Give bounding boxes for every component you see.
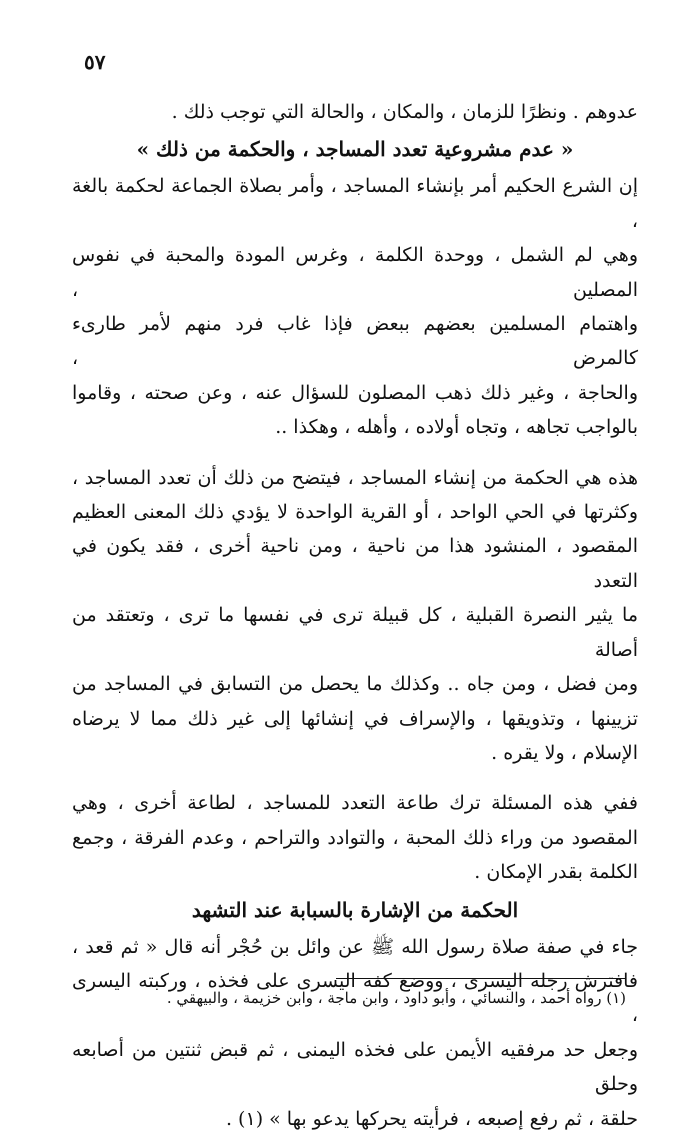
- paragraph-gap: [72, 445, 638, 461]
- text-line: الكلمة بقدر الإمكان .: [474, 861, 638, 884]
- text-line: بالواجب تجاهه ، وتجاه أولاده ، وأهله ، وهكذا ..: [275, 416, 638, 439]
- footnote-divider: [336, 978, 626, 979]
- text-line: المقصود ، المنشود هذا من ناحية ، ومن ناحية أخرى ، فقد يكون في التعدد: [72, 535, 638, 592]
- text-line: تزيينها ، وتذويقها ، والإسراف في إنشائها إلى غير ذلك مما لا يرضاه: [72, 707, 638, 730]
- page-number: ٥٧: [84, 50, 106, 74]
- text-line: ومن فضل ، ومن جاه .. وكذلك ما يحصل من التسابق في المساجد من: [72, 673, 638, 696]
- section-heading: « عدم مشروعية تعدد المساجد ، والحكمة من ذلك »: [136, 137, 574, 162]
- paragraph: [72, 930, 638, 1136]
- text-line: ففي هذه المسئلة ترك طاعة التعدد للمساجد ، لطاعة أخرى ، وهي: [72, 792, 638, 815]
- paragraph: [72, 95, 638, 129]
- text-line: عدوهم . ونظرًا للزمان ، والمكان ، والحالة التي توجب ذلك .: [171, 101, 638, 123]
- text-line: هذه هي الحكمة من إنشاء المساجد ، فيتضح من ذلك أن تعدد المساجد ،: [72, 466, 638, 489]
- text-line: فافترش رجله اليسرى ، ووضع كفه اليسرى على فخذه ، وركبته اليسرى ،: [72, 969, 638, 1027]
- text-line: الإسلام ، ولا يقره .: [491, 741, 638, 764]
- text-line: إن الشرع الحكيم أمر بإنشاء المساجد ، وأمر بصلاة الجماعة لحكمة بالغة ،: [72, 175, 638, 232]
- paragraph-gap: [72, 770, 638, 786]
- footnote: (١) رواه أحمد ، والنسائي ، وأبو داود ، وابن ماجة ، وابن خزيمة ، والبيهقي .: [166, 989, 626, 1007]
- page-body: [72, 95, 638, 1136]
- section-heading: الحكمة من الإشارة بالسبابة عند التشهد: [191, 897, 519, 922]
- text-line: وجعل حد مرفقيه الأيمن على فخذه اليمنى ، ثم قبض ثنتين من أصابعه وحلق: [72, 1038, 638, 1096]
- paragraph: [72, 461, 638, 771]
- text-line: والحاجة ، وغير ذلك ذهب المصلون للسؤال عنه ، وعن صحته ، وقاموا: [72, 381, 638, 404]
- paragraph: [72, 786, 638, 889]
- text-line: المقصود من وراء ذلك المحبة ، والتوادد والتراحم ، وعدم الفرقة ، وجمع: [72, 826, 638, 849]
- text-line: وكثرتها في الحي الواحد ، أو القرية الواحدة لا يؤدي ذلك المعنى العظيم: [72, 501, 638, 524]
- text-line: جاء في صفة صلاة رسول الله ﷺ عن وائل بن حُجْر أنه قال « ثم قعد ،: [72, 935, 638, 958]
- text-line: واهتمام المسلمين بعضهم ببعض فإذا غاب فرد منهم لأمر طارىء كالمرض ،: [72, 313, 638, 370]
- text-line: وهي لم الشمل ، ووحدة الكلمة ، وغرس المودة والمحبة في نفوس المصلين ،: [72, 244, 638, 301]
- text-line: ما يثير النصرة القبلية ، كل قبيلة ترى في نفسها ما ترى ، وتعتقد من أصالة: [72, 604, 638, 661]
- paragraph: [72, 169, 638, 444]
- text-line: حلقة ، ثم رفع إصبعه ، فرأيته يحركها يدعو بها » (١) .: [225, 1107, 638, 1130]
